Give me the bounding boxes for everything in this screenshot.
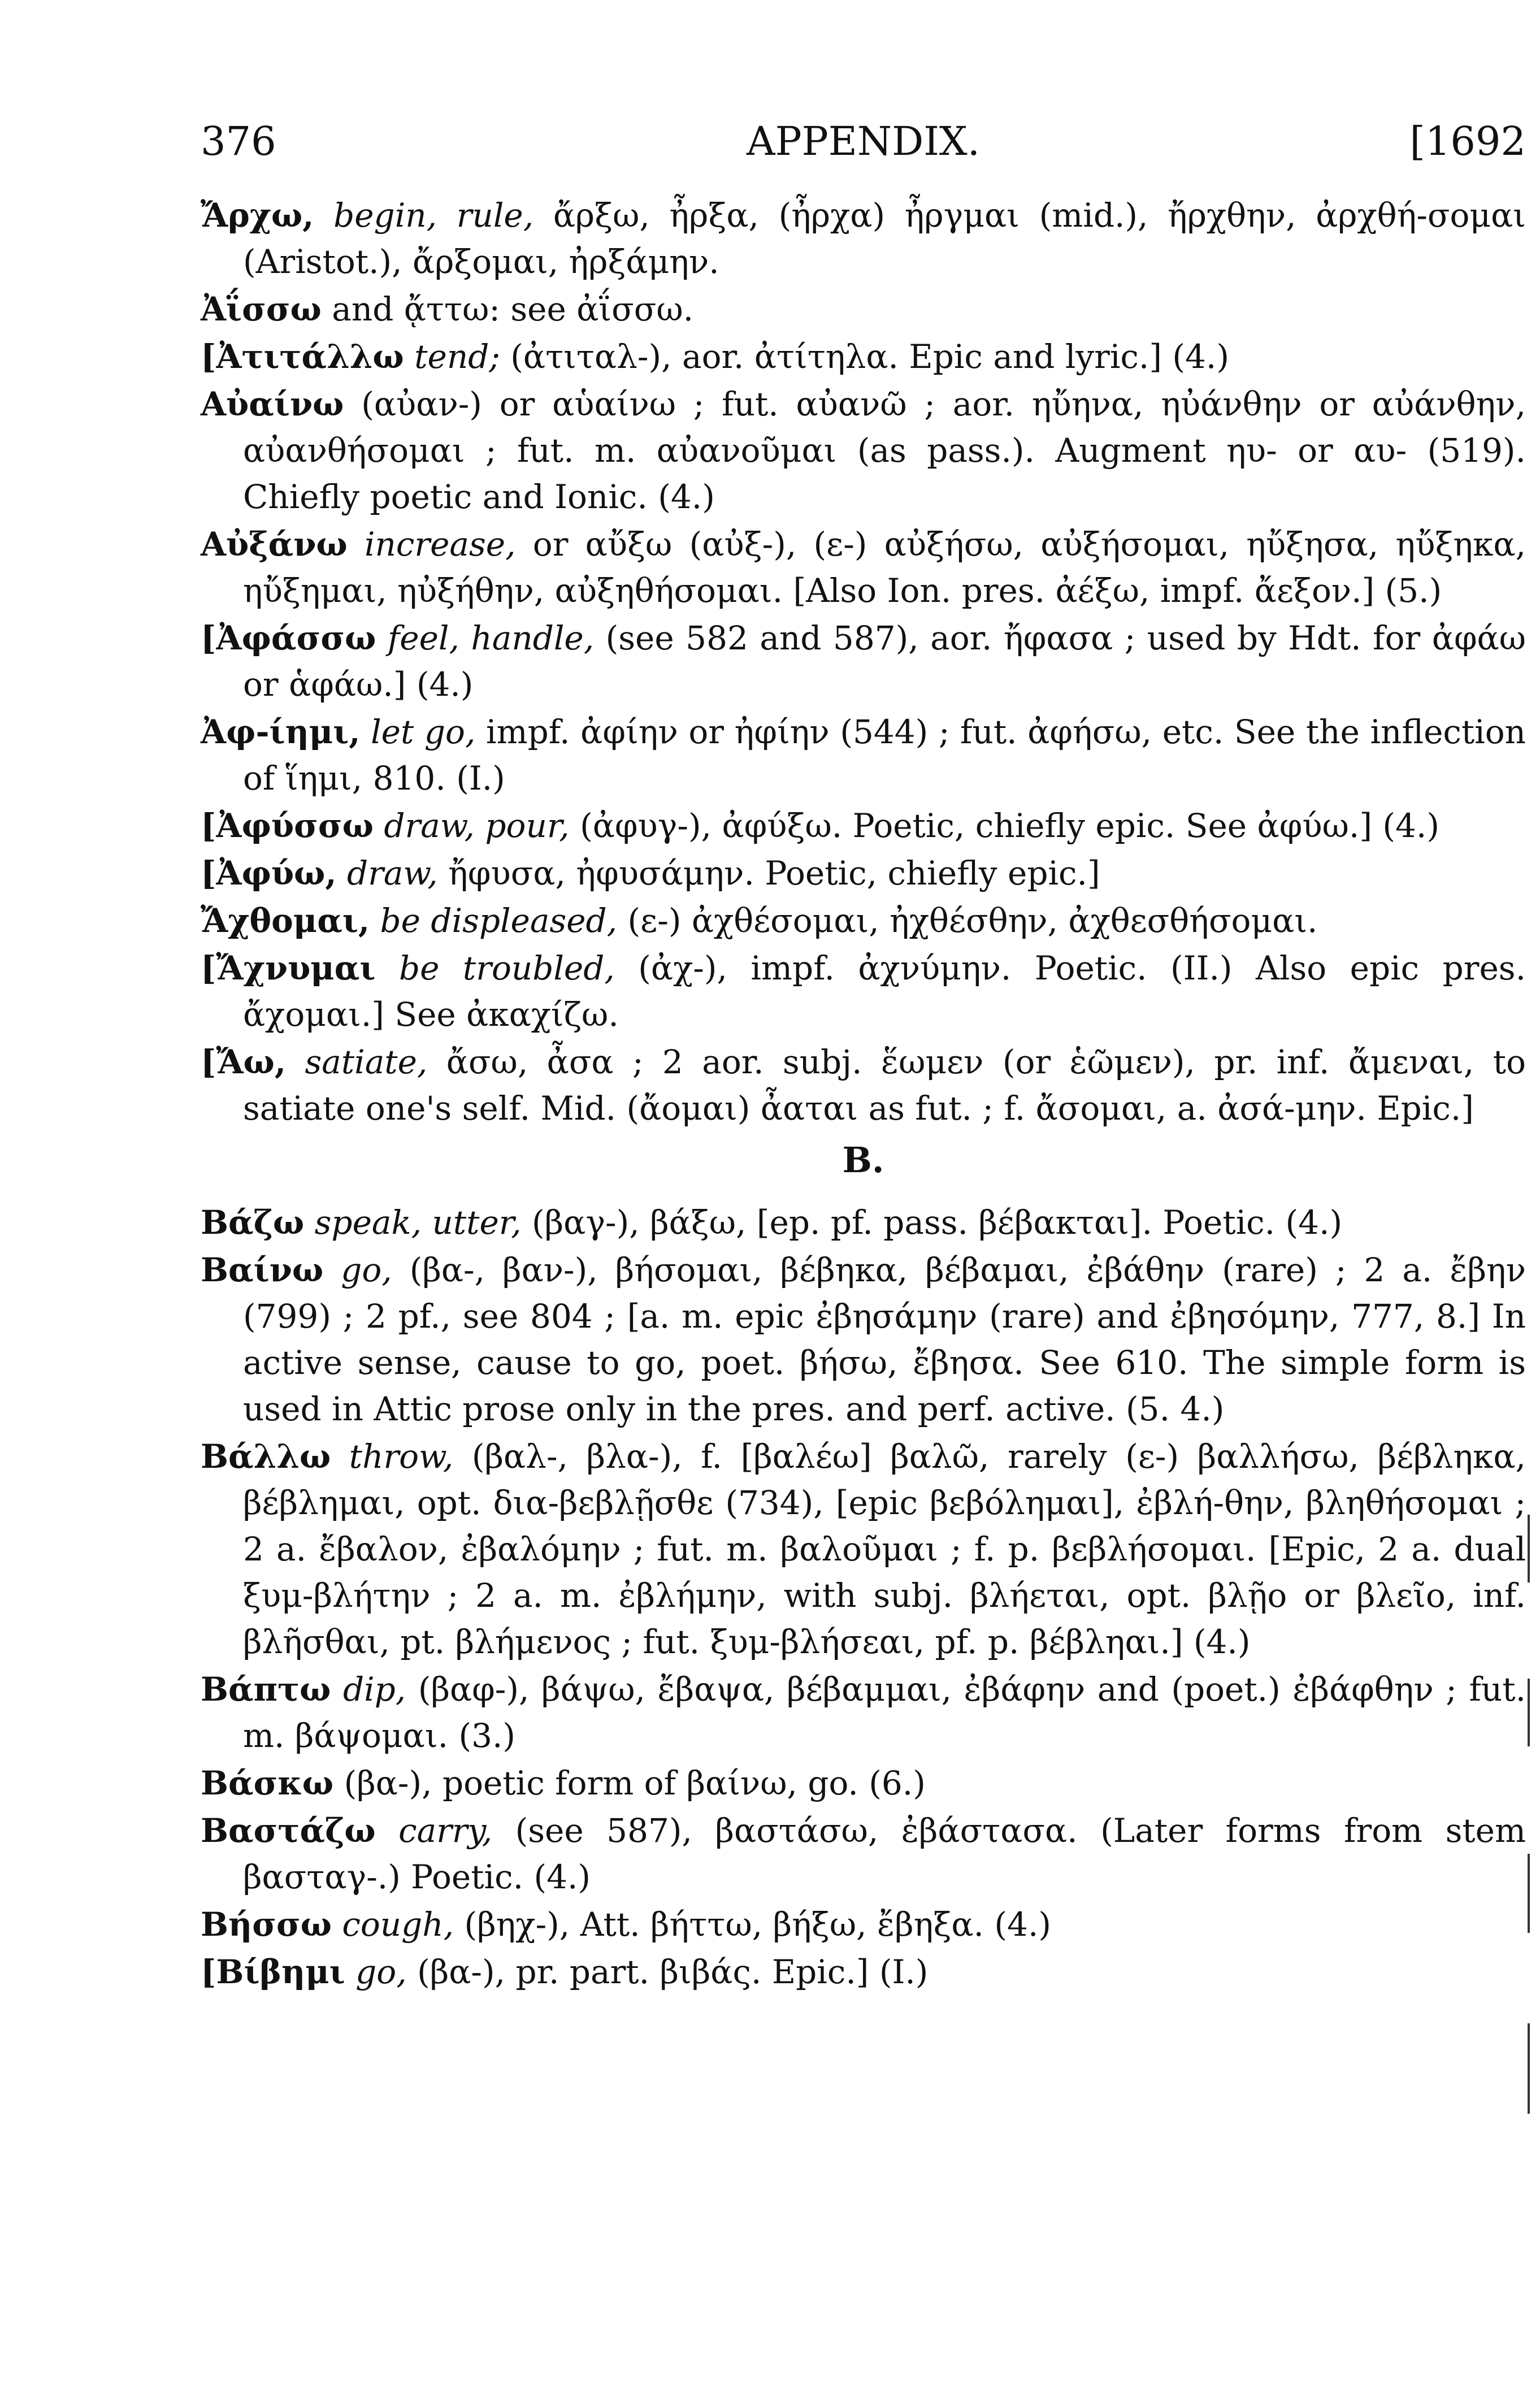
gloss: be displeased,	[380, 901, 618, 940]
margin-mark	[1528, 2023, 1530, 2114]
headword: [Βίβημι	[201, 1953, 345, 1991]
gloss: increase,	[364, 525, 516, 563]
forms: (ε-) ἀχθέσομαι, ἠχθέσθην, ἀχθεσθήσομαι.	[627, 901, 1318, 940]
entry-aphiemi	[201, 709, 1526, 801]
forms: (βαφ-), βάψω, ἔβαψα, βέβαμμαι, ἐβάφην and (poet.) ἐβάφθην ; fut. m. βάψομαι. (3.)	[243, 1670, 1526, 1755]
gloss: tend;	[414, 337, 500, 376]
entry-bastazo	[201, 1807, 1526, 1900]
forms: (βηχ-), Att. βήττω, βήξω, ἔβηξα. (4.)	[464, 1905, 1052, 1944]
gloss: go,	[341, 1251, 392, 1289]
gloss: begin, rule,	[333, 196, 534, 235]
scan-margin-marks	[1528, 1515, 1534, 2136]
headword: Ἀφ-ίημι,	[201, 713, 361, 751]
entry-baino	[201, 1247, 1526, 1432]
forms: ἄρξω, ἦρξα, (ἦρχα) ἦργμαι (mid.), ἤρχθην, ἀρχθή-σομαι (Aristot.), ἄρξομαι, ἠρξάμην.	[243, 196, 1526, 281]
headword: [Ἀφάσσω	[201, 619, 376, 657]
headword: [Ἄχνυμαι	[201, 949, 376, 987]
page-title: APPENDIX.	[747, 118, 980, 164]
forms: (ἀχ-), impf. ἀχνύμην. Poetic. (II.) Also epic pres. ἄχομαι.] See ἀκαχίζω.	[243, 949, 1526, 1034]
entry-aphasso	[201, 615, 1526, 708]
margin-mark	[1528, 1854, 1530, 1933]
headword: Αὐξάνω	[201, 525, 348, 563]
headword: Ἄχθομαι,	[201, 901, 370, 940]
gloss: carry,	[398, 1811, 493, 1850]
gloss: let go,	[371, 713, 476, 751]
gloss: throw,	[349, 1437, 454, 1476]
entry-bapto	[201, 1666, 1526, 1759]
margin-mark	[1528, 1679, 1530, 1746]
gloss: draw, pour,	[384, 807, 570, 845]
headword: [Ἀφύσσω	[201, 807, 374, 845]
entry-ballo	[201, 1433, 1526, 1665]
headword: Αὐαίνω	[201, 385, 344, 423]
letter-heading-b: B.	[842, 1139, 884, 1181]
entry-list	[201, 192, 1526, 1996]
entry-bibemi	[201, 1949, 1526, 1995]
forms: (ἀφυγ-), ἀφύξω. Poetic, chiefly epic. See ἀφύω.] (4.)	[580, 807, 1439, 845]
forms: and ᾄττω: see ἀΐσσω.	[332, 290, 694, 328]
entry-besso	[201, 1901, 1526, 1948]
headword: Βάσκω	[201, 1764, 334, 1802]
gloss: satiate,	[305, 1043, 428, 1081]
entry-achthomai	[201, 898, 1526, 944]
gloss: go,	[355, 1953, 407, 1991]
forms: (ἀτιταλ-), aor. ἀτίτηλα. Epic and lyric.] (4.)	[510, 337, 1229, 376]
entry-aphuo	[201, 850, 1526, 896]
entry-atitallo	[201, 333, 1526, 380]
headword: [Ἀφύω,	[201, 854, 337, 892]
entry-achnumai	[201, 945, 1526, 1038]
headword: Βάλλω	[201, 1437, 331, 1476]
margin-mark	[1528, 1515, 1530, 1582]
headword: Βάζω	[201, 1203, 305, 1242]
gloss: speak, utter,	[314, 1203, 522, 1242]
entry-aphusso	[201, 803, 1526, 849]
headword: Βάπτω	[201, 1670, 331, 1709]
entry-ao	[201, 1039, 1526, 1131]
forms: (see 582 and 587), aor. ἤφασα ; used by Hdt. for ἀφάω or ἁφάω.] (4.)	[243, 619, 1526, 704]
forms: (βα-), poetic form of βαίνω, go. (6.)	[344, 1764, 926, 1802]
gloss: draw,	[347, 854, 438, 892]
section-number: [1692	[1409, 118, 1526, 164]
entry-basko	[201, 1760, 1526, 1806]
forms: (βα-), pr. part. βιβάς. Epic.] (I.)	[417, 1953, 929, 1991]
forms: impf. ἀφίην or ἠφίην (544) ; fut. ἀφήσω, etc. See the inflection of ἵημι, 810. (I.)	[243, 713, 1526, 797]
entry-auaino	[201, 381, 1526, 520]
gloss: feel, handle,	[387, 619, 595, 657]
running-head	[201, 116, 1526, 167]
gloss: cough,	[342, 1905, 454, 1944]
forms: or αὔξω (αὐξ-), (ε-) αὐξήσω, αὐξήσομαι, ηὔξησα, ηὔξηκα, ηὔξημαι, ηὐξήθην, αὐξηθήσομαι. [Also Ion. pres. ἀέξω, impf. ἄεξον.] (5.)	[243, 525, 1526, 610]
page-number: 376	[201, 118, 276, 164]
headword: Βαίνω	[201, 1251, 324, 1289]
headword: Βαστάζω	[201, 1811, 376, 1850]
headword: [Ἄω,	[201, 1043, 287, 1081]
headword: [Ἀτιτάλλω	[201, 337, 404, 376]
entry-archo	[201, 192, 1526, 285]
forms: (βαλ-, βλα-), f. [βαλέω] βαλῶ, rarely (ε-) βαλλήσω, βέβληκα, βέβλημαι, opt. δια-βεβλῇσθε (734), [epic βεβόλημαι], ἐβλή-θην, βληθήσομαι ; 2 a. ἔβαλον, ἐβαλόμην ; fut. m. βαλοῦμαι ; f. p. βεβλήσομαι. [Epic, 2 a. dual ξυμ-βλήτην ; 2 a. m. ἐβλήμην, with subj. βλήεται, opt. βλῇο or βλεῖο, inf. βλῆσθαι, pt. βλήμενος ; fut. ξυμ-βλήσεαι, pf. p. βέβληαι.] (4.)	[243, 1437, 1526, 1661]
forms: (βα-, βαν-), βήσομαι, βέβηκα, βέβαμαι, ἐβάθην (rare) ; 2 a. ἔβην (799) ; 2 pf., see 804 ; [a. m. epic ἐβησάμην (rare) and ἐβησόμην, 777, 8.] In active sense, cause to go, poet. βήσω, ἔβησα. See 610. The simple form is used in Attic prose only in the pres. and perf. active. (5. 4.)	[243, 1251, 1526, 1428]
headword: Βήσσω	[201, 1905, 332, 1944]
gloss: dip,	[342, 1670, 406, 1709]
headword: Ἀΐσσω	[201, 290, 322, 328]
forms: (αὐαν-) or αὑαίνω ; fut. αὐανῶ ; aor. ηὔηνα, ηὐάνθην or αὐάνθην, αὐανθήσομαι ; fut. m. αὐανοῦμαι (as pass.). Augment ηυ- or αυ- (519). Chiefly poetic and Ionic. (4.)	[243, 385, 1526, 516]
forms: (see 587), βαστάσω, ἐβάστασα. (Later forms from stem βασταγ-.) Poetic. (4.)	[243, 1811, 1526, 1896]
forms: ἤφυσα, ἠφυσάμην. Poetic, chiefly epic.]	[448, 854, 1100, 892]
forms: (βαγ-), βάξω, [ep. pf. pass. βέβακται]. Poetic. (4.)	[532, 1203, 1343, 1242]
entry-aisso	[201, 286, 1526, 332]
headword: Ἄρχω,	[201, 196, 314, 235]
gloss: be troubled,	[398, 949, 615, 987]
entry-auxano	[201, 521, 1526, 614]
forms: ἄσω, ἆσα ; 2 aor. subj. ἕωμεν (or ἑῶμεν), pr. inf. ἄμεναι, to satiate one's self. Mid. (ἄομαι) ἆαται as fut. ; f. ἄσομαι, a. ἀσά-μην. Epic.]	[243, 1043, 1526, 1128]
entry-bazo	[201, 1199, 1526, 1246]
